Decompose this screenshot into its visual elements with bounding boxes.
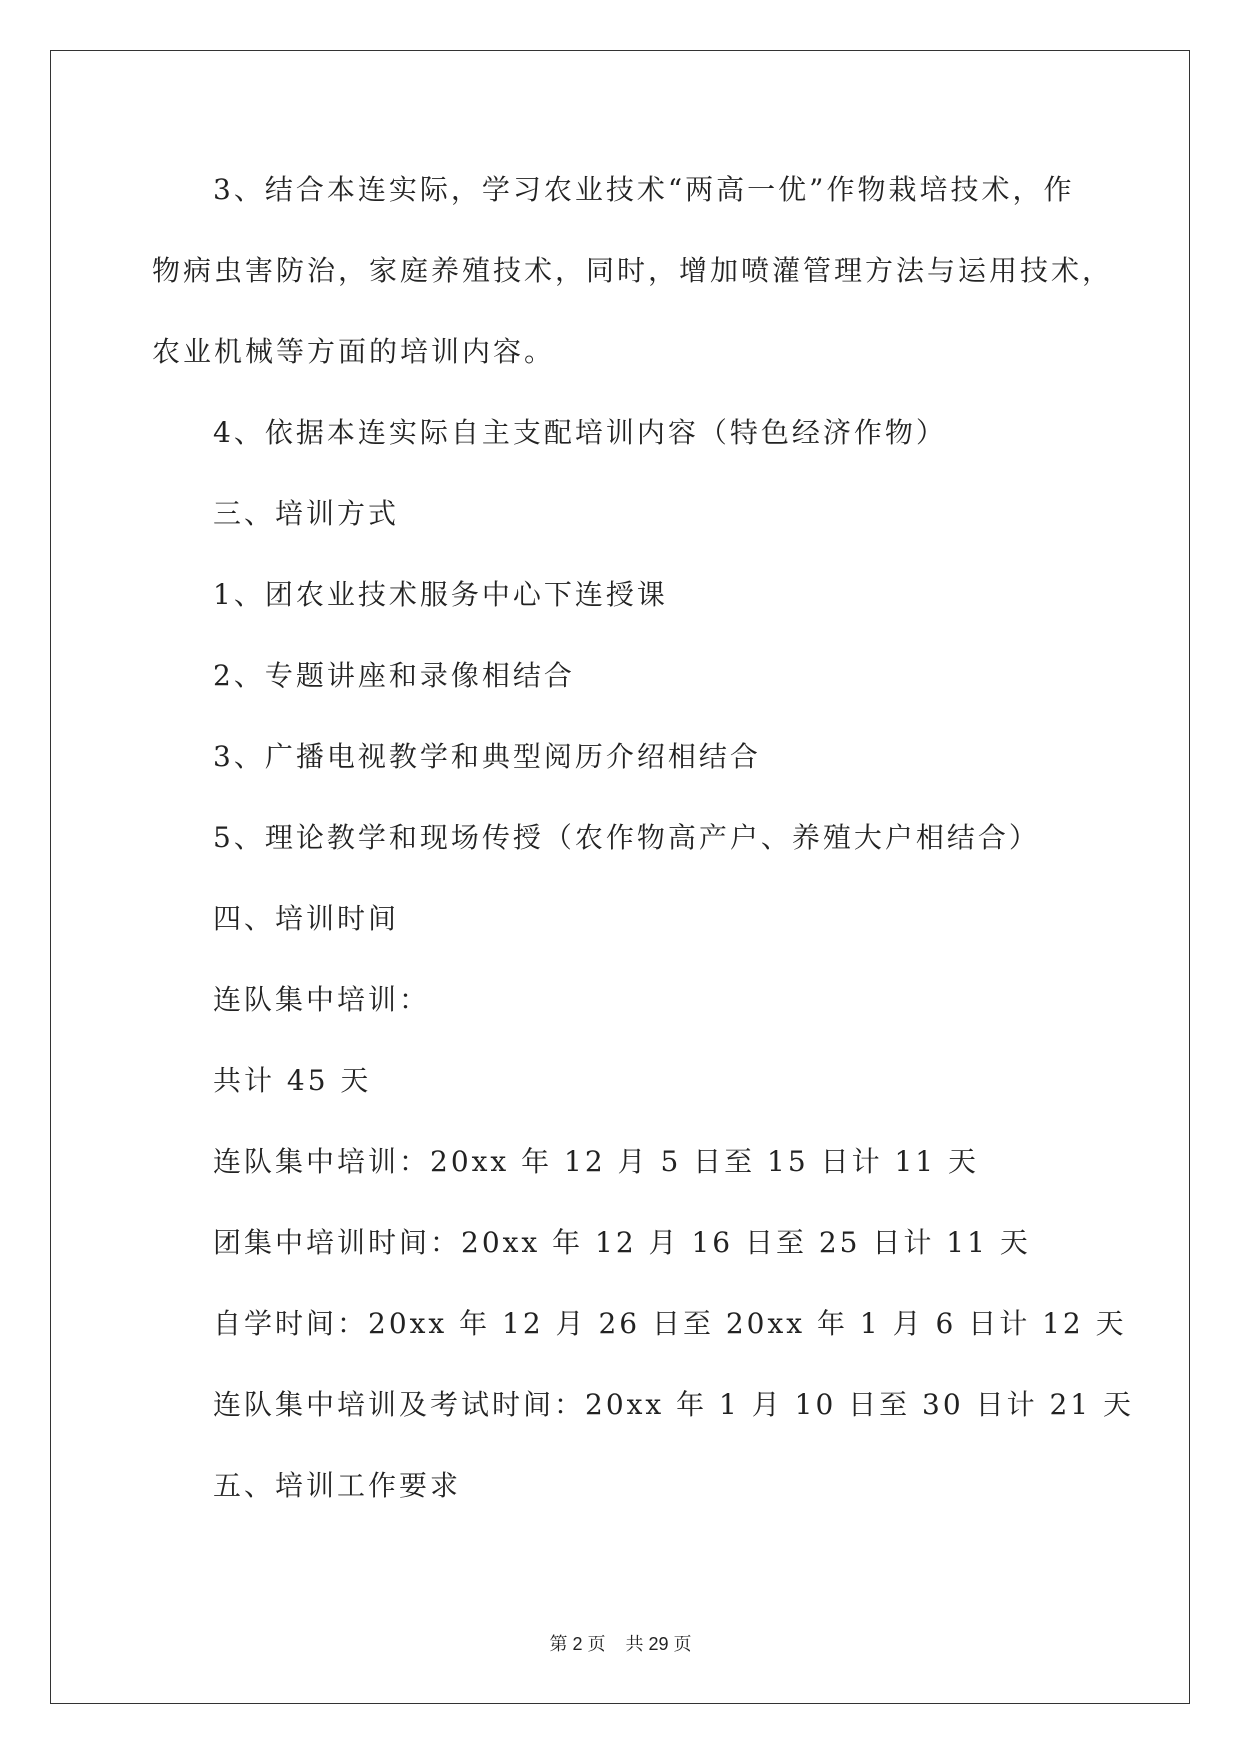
schedule-line: 连队集中培训：20xx 年 12 月 5 日至 15 日计 11 天 (213, 1145, 980, 1178)
list-item: 2、专题讲座和录像相结合 (213, 659, 575, 692)
list-item: 1、团农业技术服务中心下连授课 (213, 578, 668, 611)
paragraph-line: 连队集中培训： (213, 983, 431, 1016)
list-item: 5、理论教学和现场传授（农作物高产户、养殖大户相结合） (213, 821, 1040, 854)
schedule-line: 连队集中培训及考试时间：20xx 年 1 月 10 日至 30 日计 21 天 (213, 1388, 1135, 1421)
paragraph-line: 3、结合本连实际，学习农业技术“两高一优”作物栽培技术，作 (213, 173, 1075, 206)
schedule-line: 团集中培训时间：20xx 年 12 月 16 日至 25 日计 11 天 (213, 1226, 1031, 1259)
paragraph-line: 4、依据本连实际自主支配培训内容（特色经济作物） (213, 416, 947, 449)
page-border (50, 50, 1190, 1704)
list-item: 3、广播电视教学和典型阅历介绍相结合 (213, 740, 761, 773)
section-heading: 四、培训时间 (213, 902, 400, 935)
paragraph-line: 共计 45 天 (213, 1064, 372, 1097)
page-number: 第 2 页 (549, 1634, 606, 1654)
paragraph-line: 物病虫害防治，家庭养殖技术，同时，增加喷灌管理方法与运用技术， (152, 254, 1114, 287)
page-footer (0, 1632, 1241, 1656)
section-heading: 五、培训工作要求 (213, 1469, 462, 1502)
section-heading: 三、培训方式 (213, 497, 400, 530)
page-total: 共 29 页 (625, 1634, 692, 1654)
paragraph-line: 农业机械等方面的培训内容。 (152, 335, 556, 368)
schedule-line: 自学时间：20xx 年 12 月 26 日至 20xx 年 1 月 6 日计 12 天 (213, 1307, 1127, 1340)
